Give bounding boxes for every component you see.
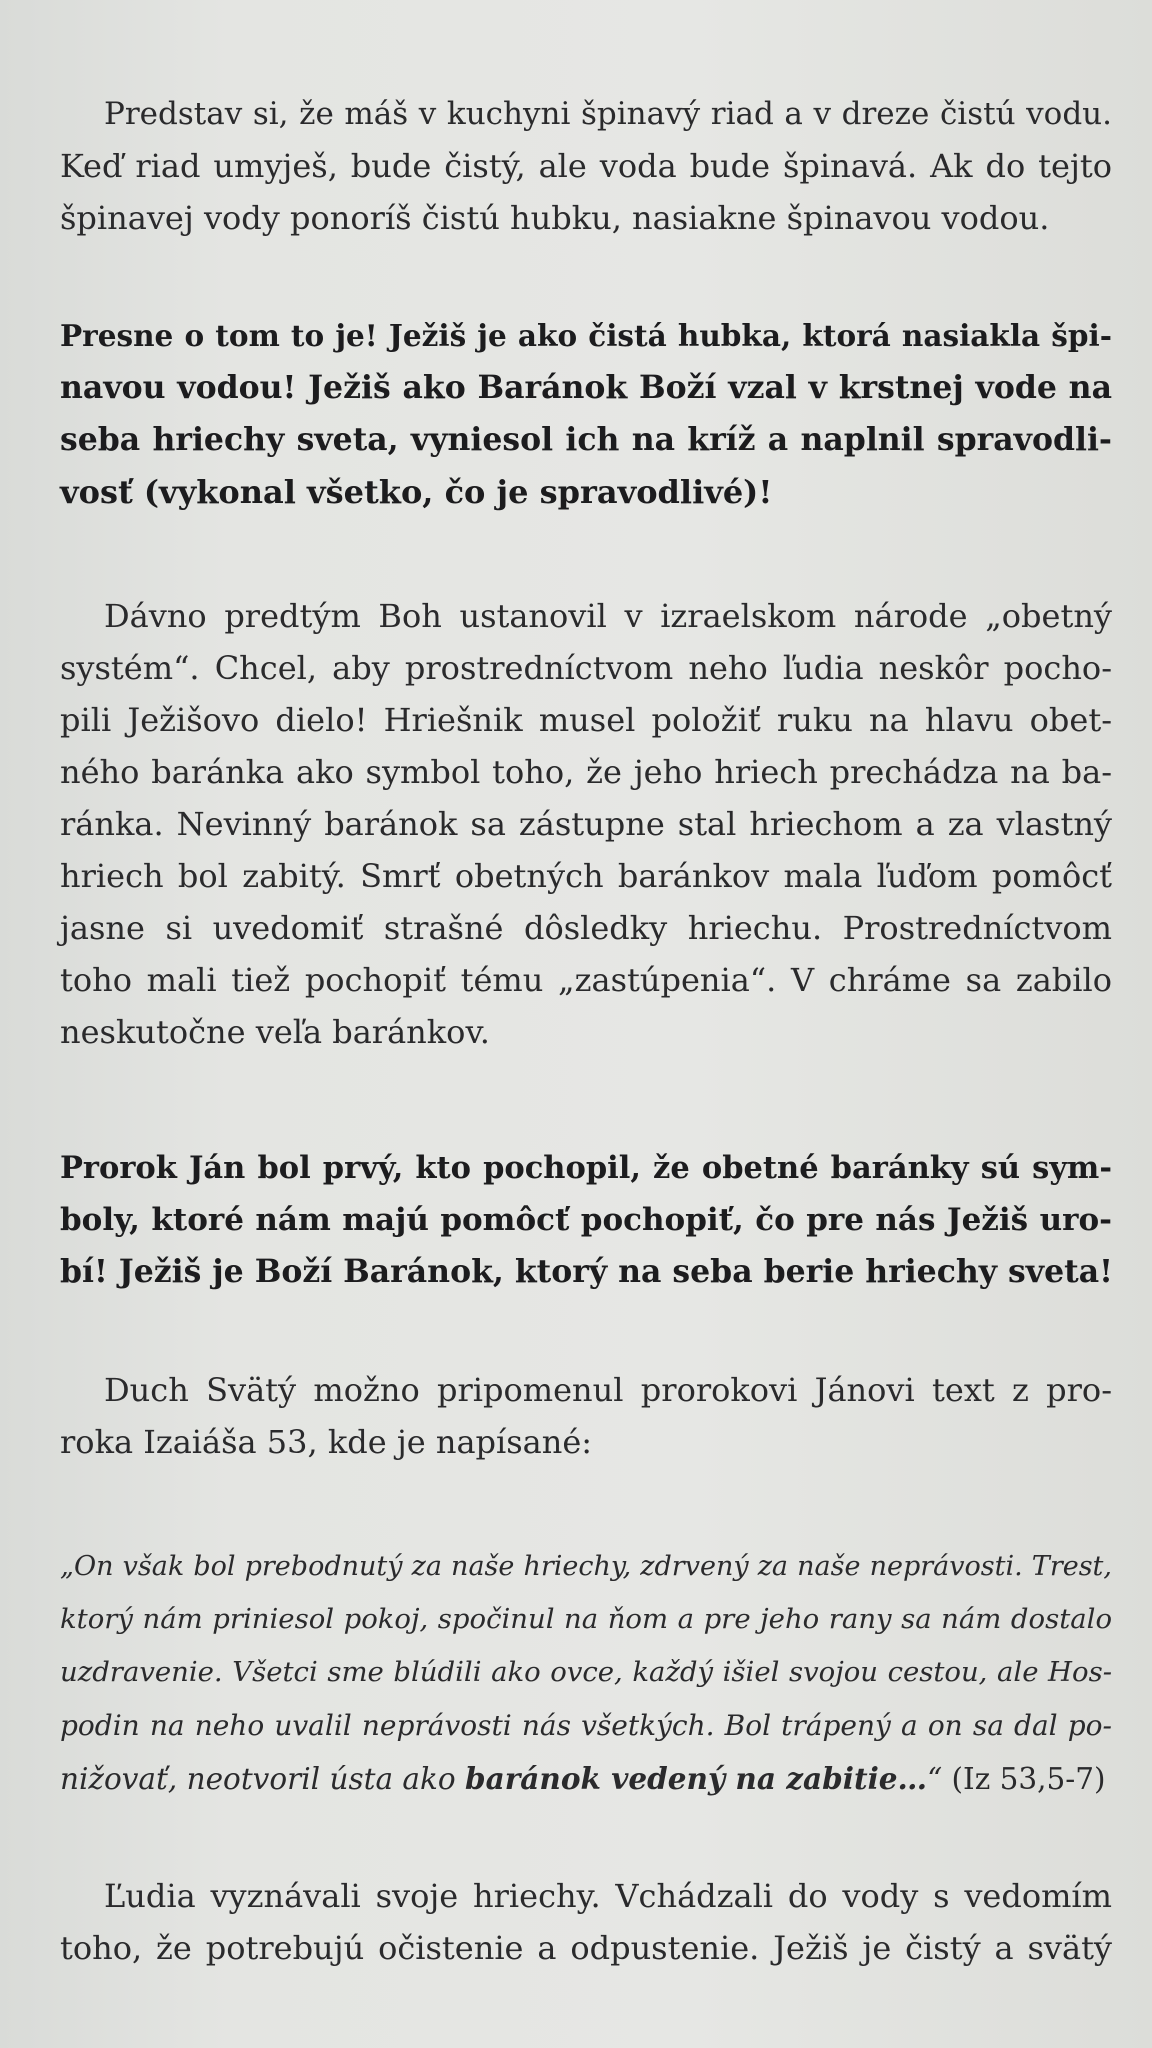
text-line: Prorok Ján bol prvý, kto pochopil, že obetné baránky sú sym- — [60, 1150, 1112, 1186]
text-line: jasne si uvedomiť strašné dôsledky hriechu. Prostredníctvom — [60, 909, 1112, 947]
text-line: Predstav si, že máš v kuchyni špinavý riad a v dreze čistú vodu. — [104, 96, 1112, 132]
text-line: Duch Svätý možno pripomenul prorokovi Jánovi text z pro- — [104, 1371, 1112, 1409]
text-line: toho mali tiež pochopiť tému „zastúpenia“. V chráme sa zabilo — [60, 961, 1112, 999]
text-line: bí! Ježiš je Boží Baránok, ktorý na seba berie hriechy sveta! — [60, 1253, 1113, 1290]
quote-text: nižovať, neotvoril ústa ako — [60, 1762, 466, 1796]
text-line: Presne o tom to je! Ježiš je ako čistá hubka, ktorá nasiakla špi- — [60, 318, 1112, 353]
text-line: seba hriechy sveta, vyniesol ich na kríž a naplnil spravodli- — [60, 421, 1112, 458]
text-line: Dávno predtým Boh ustanovil v izraelskom národe „obetný — [104, 597, 1112, 635]
paragraph-prophet-john — [60, 1142, 1112, 1298]
text-line: špinavej vody ponoríš čistú hubku, nasiakne špinavou vodou. — [60, 199, 1050, 237]
text-line: vosť (vykonal všetko, čo je spravodlivé)! — [60, 473, 773, 511]
bible-reference: (Iz 53,5-7) — [942, 1762, 1106, 1796]
quote-line: ktorý nám priniesol pokoj, spočinul na ňom a pre jeho rany sa nám dostalo — [60, 1603, 1112, 1635]
text-line: toho, že potrebujú očistenie a odpustenie. Ježiš je čistý a svätý — [60, 1929, 1112, 1967]
paragraph-confession — [60, 1870, 1112, 1974]
text-line: navou vodou! Ježiš ako Baránok Boží vzal v krstnej vode na — [60, 369, 1112, 406]
isaiah-quote — [60, 1540, 1112, 1806]
text-line: ného baránka ako symbol toho, že jeho hriech prechádza na ba- — [60, 753, 1112, 791]
quote-close-mark: “ — [927, 1762, 943, 1796]
text-line: Keď riad umyješ, bude čistý, ale voda bude špinavá. Ak do tejto — [60, 147, 1112, 185]
text-line: neskutočne veľa baránkov. — [60, 1013, 490, 1051]
paragraph-dirty-dishes — [60, 88, 1112, 244]
text-line: Ľudia vyznávali svoje hriechy. Vchádzali do vody s vedomím — [104, 1877, 1112, 1915]
text-line: roka Izaiáša 53, kde je napísané: — [60, 1423, 593, 1461]
quote-line: podin na neho uvalil neprávosti nás všetkých. Bol trápený a on sa dal po- — [60, 1709, 1112, 1742]
quote-emphasis: baránok vedený na zabitie… — [465, 1761, 928, 1796]
quote-line: uzdravenie. Všetci sme blúdili ako ovce, každý išiel svojou cestou, ale Hos- — [60, 1656, 1112, 1688]
quote-line: „On však bol prebodnutý za naše hriechy, zdrvený za naše neprávosti. Trest, — [60, 1551, 1112, 1582]
text-line: boly, ktoré nám majú pomôcť pochopiť, čo pre nás Ježiš uro- — [60, 1202, 1112, 1238]
text-line: hriech bol zabitý. Smrť obetných baránkov mala ľuďom pomôcť — [60, 857, 1112, 895]
text-line: systém“. Chcel, aby prostredníctvom neho ľudia neskôr pocho- — [60, 649, 1112, 687]
paragraph-jesus-sponge — [60, 310, 1112, 518]
paragraph-sacrificial-system — [60, 590, 1112, 1058]
text-line: pili Ježišovo dielo! Hriešnik musel položiť ruku na hlavu obet- — [60, 701, 1112, 739]
quote-line-last — [60, 1752, 1112, 1806]
paragraph-holy-spirit — [60, 1364, 1112, 1468]
text-line: ránka. Nevinný baránok sa zástupne stal hriechom a za vlastný — [60, 805, 1112, 843]
